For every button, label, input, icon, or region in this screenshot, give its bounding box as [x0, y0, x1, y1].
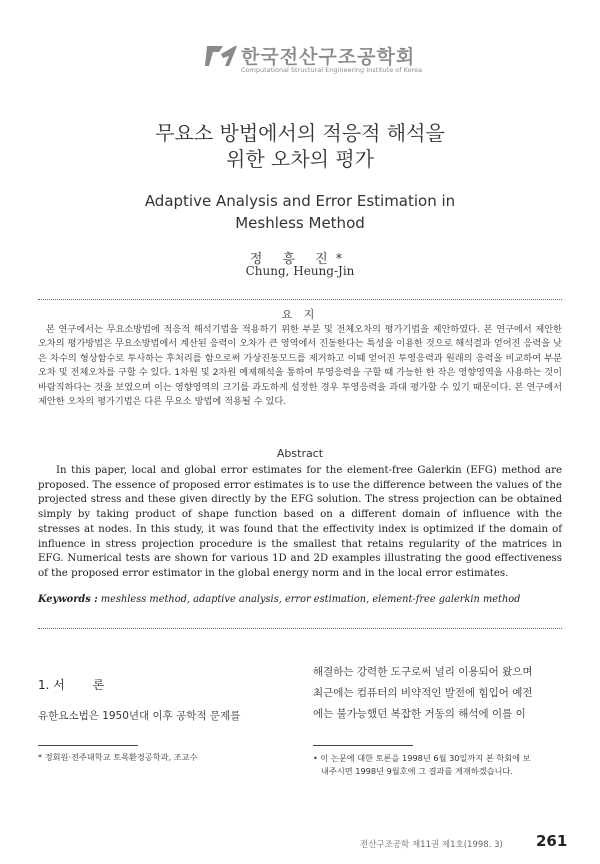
paper-title-korean — [0, 120, 600, 172]
body-left-column: 유한요소법은 1950년대 이후 공학적 문제를 — [38, 710, 241, 722]
society-logo — [205, 42, 423, 82]
footnote-discussion-notice — [313, 752, 565, 778]
author-korean: 정 흥 진* — [249, 252, 351, 267]
abstract-korean — [38, 323, 562, 409]
abstract-korean-heading: 요 지 — [281, 308, 319, 321]
title-korean-line-2: 위한 오차의 평가 — [226, 147, 374, 171]
section-1-title: 론 — [92, 678, 105, 692]
title-english-line-1: Adaptive Analysis and Error Estimation in — [144, 192, 456, 210]
society-emblem-icon — [205, 44, 237, 68]
abstract-korean-text: 본 연구에서는 무요소방법에 적응적 해석기법을 적용하기 위한 부분 및 전체오차의 평가기법을 제안하였다. 본 연구에서 제안한 오차의 평가방법은 무요소방법에서 계산된 응력이 오차가 큰 영역에서 진동한다는 특성을 이용한 것으로 해석결과 얻어진 응력을 낮은 차수의 형상함수로 투사하는 후처리를 함으로써 가상진동모드를 제거하고 이때 얻어진 투영응력과 원래의 응력을 비교하여 부분오차 및 전체오차를 구할 수 있다. 1차원 및 2차원 예제해석을 통하여 투영응력을 구할 때 가능한 한 작은 영향영역을 사용하는 것이 바람직하다는 것을 보였으며 이는 영향영역의 크기를 과도하게 설정한 경우 투영응력을 과대 평가할 수 있기 때문이다. 본 연구에서 제안한 오차의 평가기법은 다른 무요소 방법에 적용될 수 있다. — [38, 324, 562, 408]
title-korean-line-1: 무요소 방법에서의 적응적 해석을 — [155, 121, 445, 145]
divider-bottom — [38, 628, 562, 629]
author-english: Chung, Heung-Jin — [245, 264, 355, 278]
keywords-label: Keywords : — [38, 594, 98, 605]
keywords — [38, 594, 562, 605]
body-right-line-1: 해결하는 강력한 도구로써 널리 이용되어 왔으며 — [313, 666, 533, 678]
divider-top — [38, 299, 562, 300]
keywords-text: meshless method, adaptive analysis, error estimation, element-free galerkin method — [100, 594, 521, 605]
body-right-line-2: 최근에는 컴퓨터의 비약적인 발전에 힘입어 예전 — [313, 687, 533, 699]
journal-citation: 전산구조공학 제11권 제1호(1998. 3) — [360, 840, 503, 850]
body-right-line-3: 에는 불가능했던 복잡한 거동의 해석에 이를 이 — [313, 708, 526, 720]
society-name: 한국전산구조공학회 — [241, 46, 416, 68]
abstract-english-text: In this paper, local and global error estimates for the element-free Galerkin (EFG) method are proposed. The essence of proposed error estimates is to use the difference between the values of the projected stress and these given directly by the EFG solution. The stress projection can be obtained simply by taking product of shape function based on a different domain of influence with the stresses at nodes. In this study, it was found that the effectivity index is optimized if the domain of influence in stress projection procedure is the smallest that retains regularity of the matrices in EFG. Numerical tests are shown for various 1D and 2D examples illustrating the good effectiveness of the proposed error estimator in the global energy norm and in the local error estimates. — [38, 465, 562, 579]
abstract-english-heading: Abstract — [276, 447, 324, 460]
footnote-author-affiliation: * 정회원·전주대학교 토목환경공학과, 조교수 — [38, 752, 198, 762]
society-name-english: Computational Structural Engineering Institute of Korea — [241, 66, 423, 74]
title-english-line-2: Meshless Method — [235, 214, 365, 232]
paper-title-english — [0, 190, 600, 234]
page-number: 261 — [536, 832, 568, 850]
footnote-rule-right — [313, 745, 413, 746]
footnote-rule-left — [38, 745, 138, 746]
footnote-right-line-2: 내주시면 1998년 9월호에 그 결과를 게재하겠습니다. — [321, 766, 513, 776]
footnote-right-line-1: • 이 논문에 대한 토론을 1998년 6월 30일까지 본 학회에 보 — [313, 753, 531, 763]
section-1-heading — [38, 676, 104, 693]
abstract-english — [38, 464, 562, 582]
section-1-number: 1. 서 — [38, 678, 65, 692]
body-right-column — [313, 662, 565, 725]
